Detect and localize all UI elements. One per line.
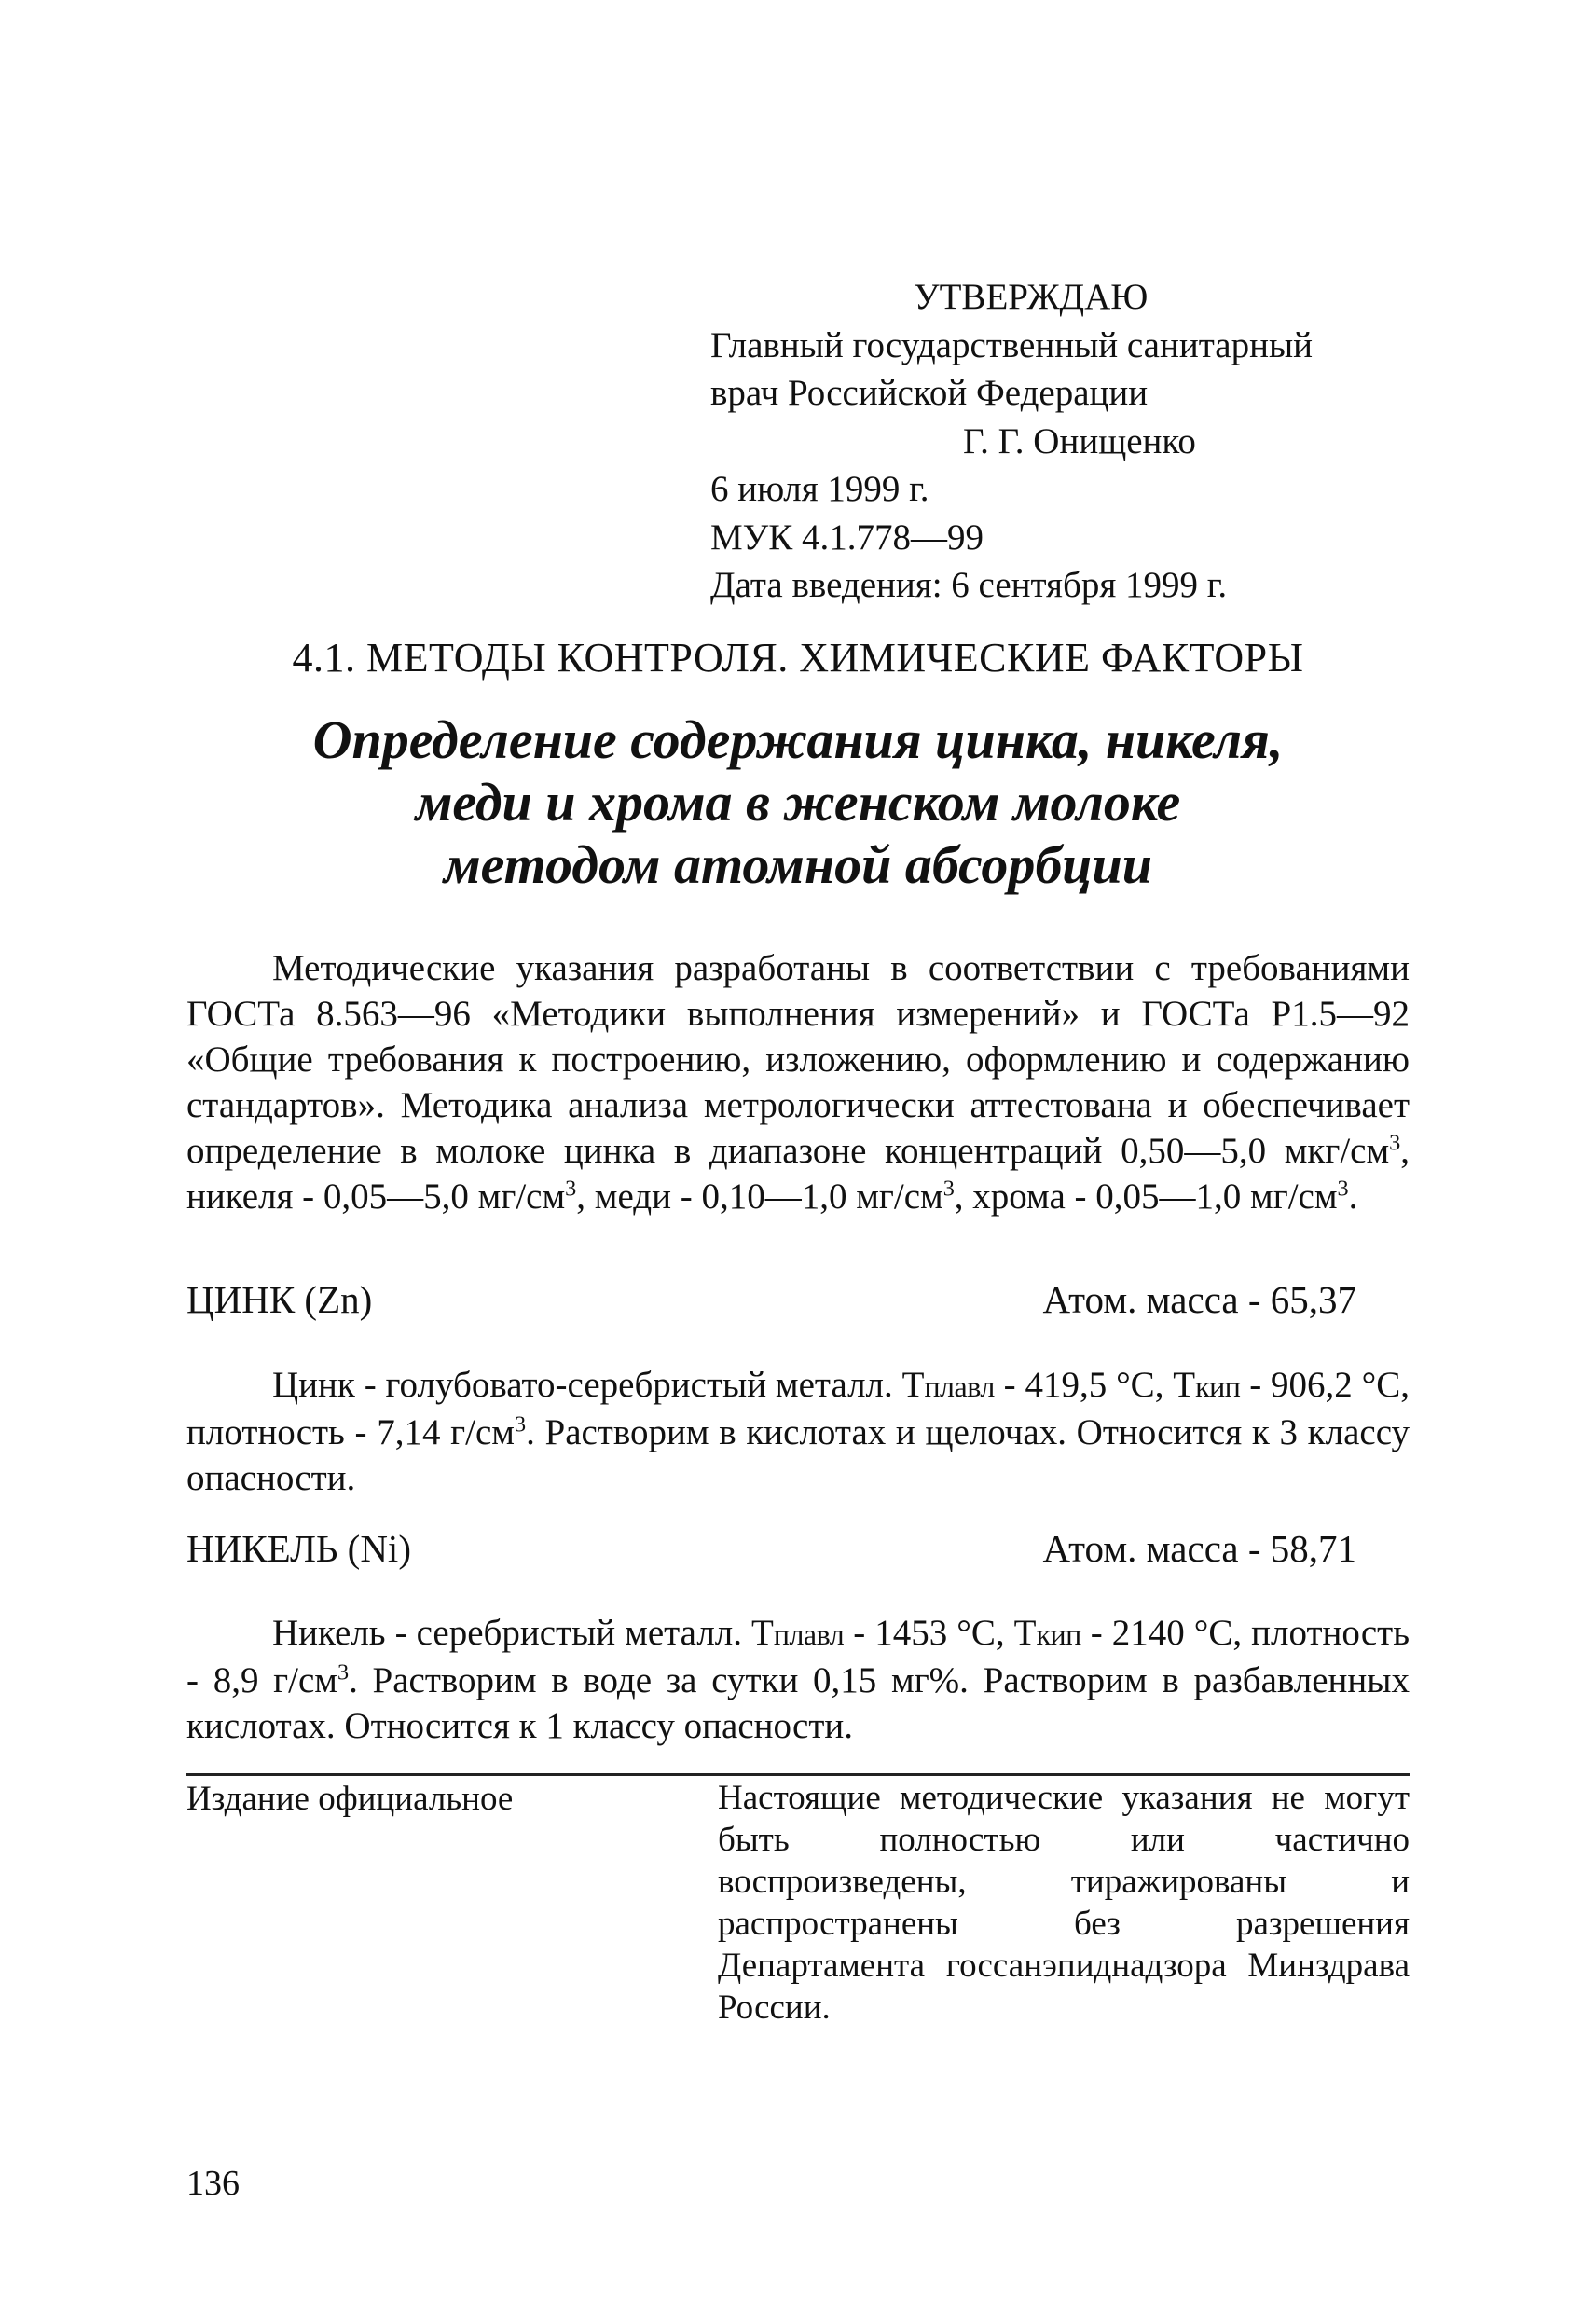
title-line2: меди и хрома в женском молоке xyxy=(415,772,1181,833)
superscript: 3 xyxy=(1337,1176,1349,1202)
boiling-point-subscript: кип xyxy=(1036,1618,1081,1651)
melting-point-subscript: плавл xyxy=(773,1618,845,1651)
page-number: 136 xyxy=(186,2164,240,2203)
section-heading: 4.1. МЕТОДЫ КОНТРОЛЯ. ХИМИЧЕСКИЕ ФАКТОРЫ xyxy=(292,635,1304,681)
nickel-text-part: - 1453 °С, Т xyxy=(844,1613,1037,1653)
intro-text-part: . xyxy=(1348,1177,1358,1217)
nickel-header xyxy=(186,1526,1356,1571)
title-line1: Определение содержания цинка, никеля, xyxy=(312,709,1284,770)
nickel-name: НИКЕЛЬ (Ni) xyxy=(186,1527,411,1570)
zinc-text-part: - 906,2 °С, плотность - 7,14 г/см xyxy=(186,1365,1410,1452)
superscript: 3 xyxy=(514,1411,527,1438)
approver-position-line2: врач Российской Федерации xyxy=(710,373,1149,413)
zinc-header xyxy=(186,1277,1356,1322)
nickel-atomic-mass: Атом. масса - 58,71 xyxy=(1042,1527,1356,1570)
superscript: 3 xyxy=(942,1176,955,1202)
document-code: МУК 4.1.778—99 xyxy=(710,516,984,557)
boiling-point-subscript: кип xyxy=(1195,1370,1241,1403)
effective-date: Дата введения: 6 сентября 1999 г. xyxy=(710,565,1228,605)
intro-paragraph xyxy=(186,945,1410,1219)
approval-block xyxy=(710,273,1419,610)
approver-name: Г. Г. Онищенко xyxy=(963,420,1196,461)
melting-point-subscript: плавл xyxy=(924,1370,995,1403)
approval-heading: УТВЕРЖДАЮ xyxy=(914,277,1149,317)
nickel-text-part: . Растворим в воде за сутки 0,15 мг%. Растворим в разбавленных кислотах. Относится к 1 классу опасности. xyxy=(186,1660,1410,1746)
superscript: 3 xyxy=(337,1659,350,1686)
zinc-name: ЦИНК (Zn) xyxy=(186,1278,373,1321)
zinc-text xyxy=(186,1362,1410,1501)
document-title xyxy=(186,709,1410,896)
footer-divider xyxy=(186,1773,1410,1776)
approval-date: 6 июля 1999 г. xyxy=(710,469,929,509)
zinc-text-part: - 419,5 °С, Т xyxy=(994,1365,1196,1405)
nickel-text-part: - 2140 °С, плотность - 8,9 г/см xyxy=(186,1613,1410,1700)
superscript: 3 xyxy=(565,1176,577,1202)
zinc-description xyxy=(186,1362,1410,1501)
approver-position-line1: Главный государственный санитарный xyxy=(710,324,1314,365)
nickel-text-part: Никель - серебристый металл. Т xyxy=(272,1613,774,1653)
intro-text xyxy=(186,945,1410,1219)
intro-text-part: Методические указания разработаны в соответствии с требованиями ГОСТа 8.563—96 «Методики выполнения измерений» и ГОСТа Р1.5—92 «Общие требования к построению, изложению, оформлению и содержанию стандартов». Методика анализа метрологически аттестована и обеспечивает определение в молоке цинка в диапазоне концентраций 0,50—5,0 мкг/см xyxy=(186,948,1410,1171)
edition-label: Издание официальное xyxy=(186,1780,514,1818)
intro-text-part: , хрома - 0,05—1,0 мг/см xyxy=(954,1177,1338,1217)
zinc-text-part: . Растворим в кислотах и щелочах. Относится к 3 классу опасности. xyxy=(186,1412,1410,1498)
title-line3: методом атомной абсорбции xyxy=(443,834,1153,895)
copyright-notice: Настоящие методические указания не могут быть полностью или частично воспроизведены, тиражированы и распространены без разрешения Департамента госсанэпиднадзора Минздрава России. xyxy=(718,1779,1410,2027)
zinc-atomic-mass: Атом. масса - 65,37 xyxy=(1042,1278,1356,1321)
zinc-text-part: Цинк - голубовато-серебристый металл. Т xyxy=(272,1365,925,1405)
superscript: 3 xyxy=(1389,1130,1401,1156)
nickel-description xyxy=(186,1610,1410,1749)
intro-text-part: , никеля - 0,05—5,0 мг/см xyxy=(186,1131,1410,1217)
nickel-text xyxy=(186,1610,1410,1749)
intro-text-part: , меди - 0,10—1,0 мг/см xyxy=(576,1177,943,1217)
